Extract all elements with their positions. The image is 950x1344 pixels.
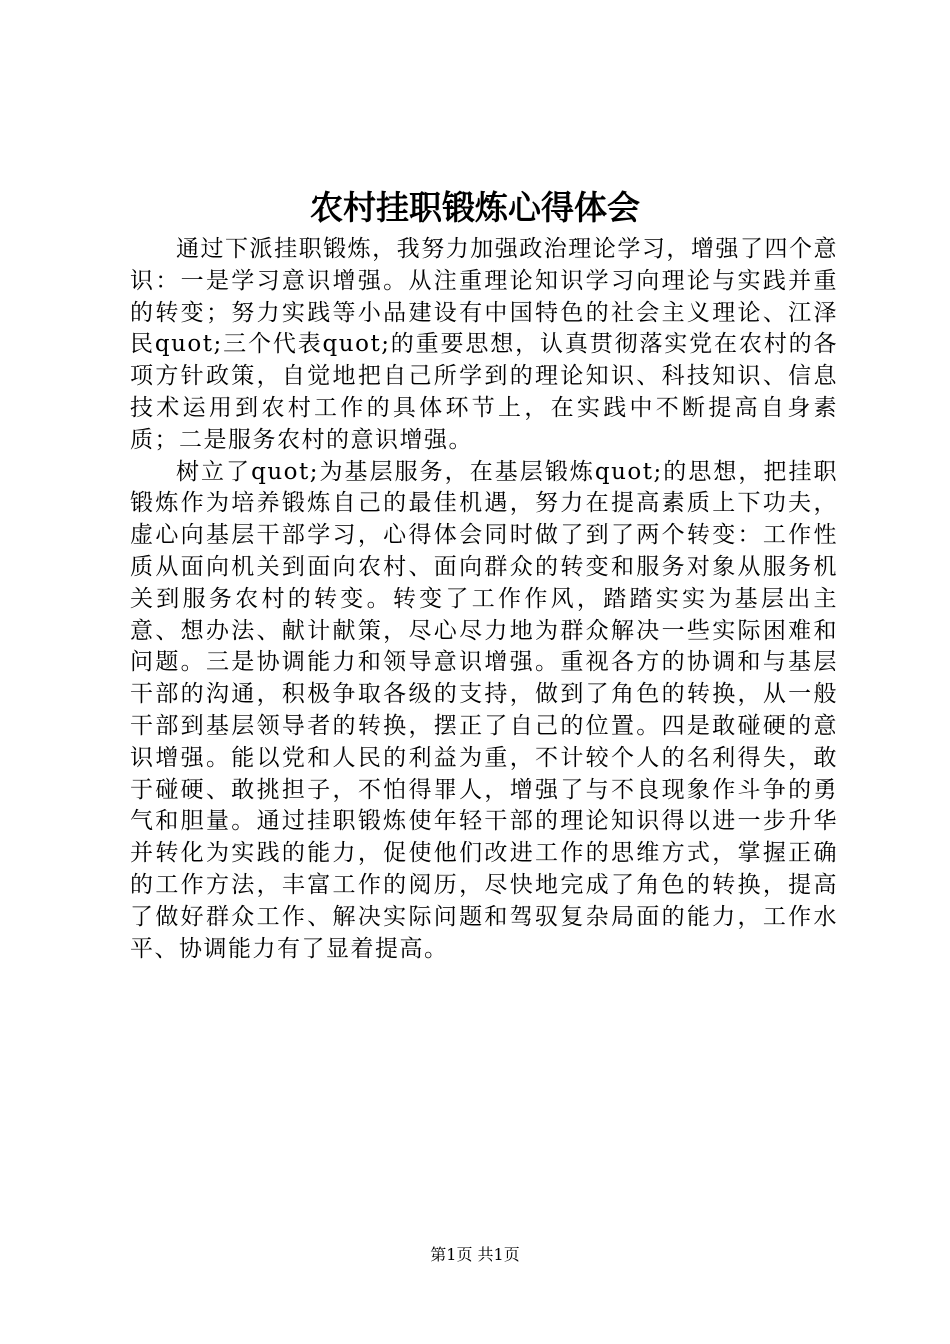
page-footer: 第1页 共1页: [430, 1245, 520, 1264]
document-body: [130, 234, 838, 965]
document-title: 农村挂职锻炼心得体会: [310, 188, 640, 227]
paragraph-1: 通过下派挂职锻炼，我努力加强政治理论学习，增强了四个意识：一是学习意识增强。从注重理论知识学习向理论与实践并重的转变；努力实践等小品建设有中国特色的社会主义理论、江泽民quot;三个代表quot;的重要思想，认真贯彻落实党在农村的各项方针政策，自觉地把自己所学到的理论知识、科技知识、信息技术运用到农村工作的具体环节上，在实践中不断提高自身素质；二是服务农村的意识增强。: [130, 236, 838, 453]
paragraph-2: 树立了quot;为基层服务，在基层锻炼quot;的思想，把挂职锻炼作为培养锻炼自己的最佳机遇，努力在提高素质上下功夫，虚心向基层干部学习，心得体会同时做了到了两个转变：工作性质从面向机关到面向农村、面向群众的转变和服务对象从服务机关到服务农村的转变。转变了工作作风，踏踏实实为基层出主意、想办法、献计献策，尽心尽力地为群众解决一些实际困难和问题。三是协调能力和领导意识增强。重视各方的协调和与基层干部的沟通，积极争取各级的支持，做到了角色的转换，从一般干部到基层领导者的转换，摆正了自己的位置。四是敢碰硬的意识增强。能以党和人民的利益为重，不计较个人的名利得失，敢于碰硬、敢挑担子，不怕得罪人，增强了与不良现象作斗争的勇气和胆量。通过挂职锻炼使年轻干部的理论知识得以进一步升华并转化为实践的能力，促使他们改进工作的思维方式，掌握正确的工作方法，丰富工作的阅历，尽快地完成了角色的转换，提高了做好群众工作、解决实际问题和驾驭复杂局面的能力，工作水平、协调能力有了显着提高。: [130, 458, 838, 962]
